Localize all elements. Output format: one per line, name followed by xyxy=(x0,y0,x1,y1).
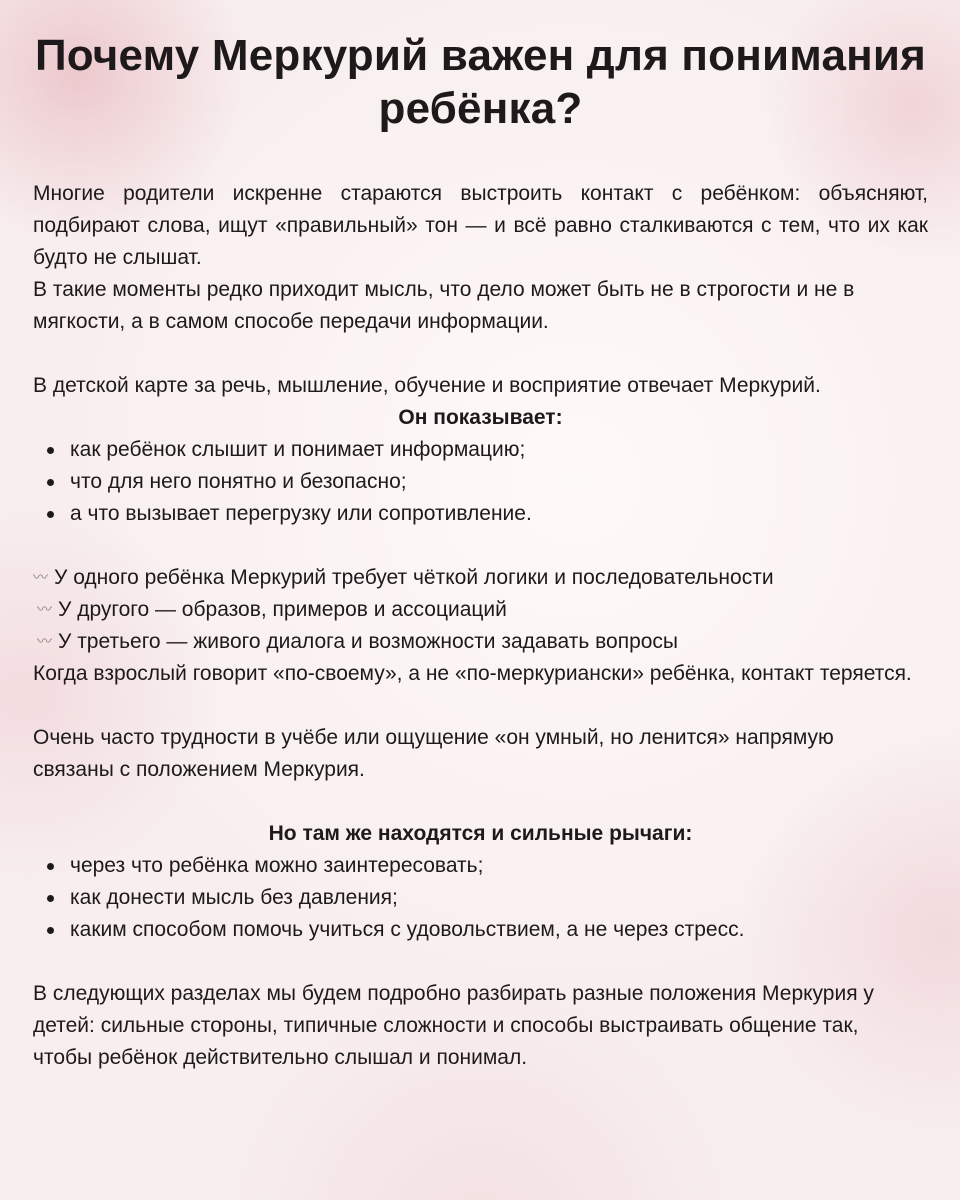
variant-line: 〰 У другого — образов, примеров и ассоциаций xyxy=(33,594,928,626)
spacer xyxy=(33,786,928,818)
list-item: что для него понятно и безопасно; xyxy=(33,466,928,498)
variant-line: 〰 У третьего — живого диалога и возможности задавать вопросы xyxy=(33,626,928,658)
bullet-icon xyxy=(47,511,54,518)
page-title: Почему Меркурий важен для понимания ребёнка? xyxy=(34,31,927,133)
spacer xyxy=(33,530,928,562)
spacer xyxy=(33,338,928,370)
bullet-icon xyxy=(47,447,54,454)
article xyxy=(33,30,928,1074)
list-item: каким способом помочь учиться с удовольствием, а не через стресс. xyxy=(33,914,928,946)
intro-paragraph-2: В такие моменты редко приходит мысль, что дело может быть не в строгости и не в мягкости, а в самом способе передачи информации. xyxy=(33,277,855,333)
wave-icon: 〰 xyxy=(33,568,49,586)
children-variants xyxy=(33,562,928,658)
list-item: как ребёнок слышит и понимает информацию; xyxy=(33,434,928,466)
list-item: как донести мысль без давления; xyxy=(33,882,928,914)
levers-heading: Но там же находятся и сильные рычаги: xyxy=(268,821,693,845)
bullet-icon xyxy=(47,927,54,934)
spacer xyxy=(33,946,928,978)
outro-paragraph: В следующих разделах мы будем подробно разбирать разные положения Меркурия у детей: сильные стороны, типичные сложности и способы выстраивать общение так, чтобы ребёнок действительно слышал и понимал. xyxy=(33,981,874,1069)
bullet-icon xyxy=(47,479,54,486)
shows-heading: Он показывает: xyxy=(398,405,563,429)
intro-paragraph-1: Многие родители искренне стараются выстроить контакт с ребёнком: объясняют, подбирают слова, ищут «правильный» тон — и всё равно сталкиваются с тем, что их как будто не слышат. xyxy=(33,181,928,269)
mercury-paragraph: В детской карте за речь, мышление, обучение и восприятие отвечает Меркурий. xyxy=(33,373,821,397)
children-closing: Когда взрослый говорит «по-своему», а не «по-меркуриански» ребёнка, контакт теряется. xyxy=(33,661,912,685)
variant-line: 〰 У одного ребёнка Меркурий требует чёткой логики и последовательности xyxy=(33,562,928,594)
levers-list xyxy=(33,850,928,946)
difficulties-paragraph: Очень часто трудности в учёбе или ощущение «он умный, но ленится» напрямую связаны с положением Меркурия. xyxy=(33,725,834,781)
article-body xyxy=(33,178,928,1074)
wave-icon: 〰 xyxy=(37,632,53,650)
list-item: через что ребёнка можно заинтересовать; xyxy=(33,850,928,882)
bullet-icon xyxy=(47,895,54,902)
spacer xyxy=(33,690,928,722)
list-item: а что вызывает перегрузку или сопротивление. xyxy=(33,498,928,530)
shows-list xyxy=(33,434,928,530)
wave-icon: 〰 xyxy=(37,600,53,618)
bullet-icon xyxy=(47,863,54,870)
